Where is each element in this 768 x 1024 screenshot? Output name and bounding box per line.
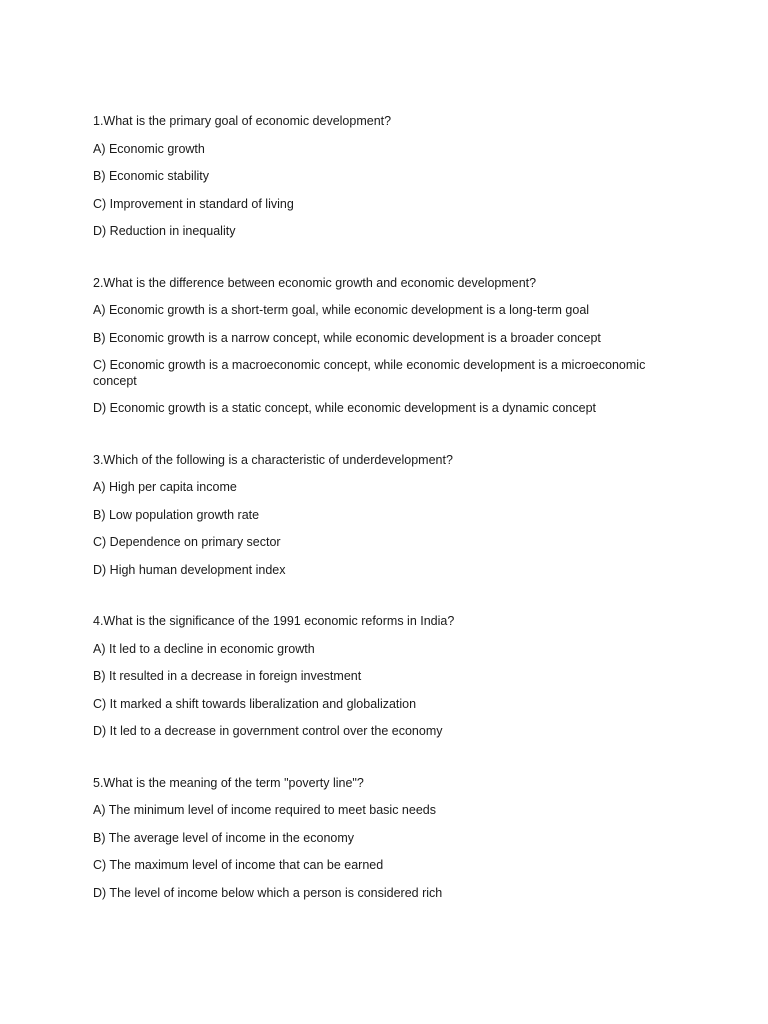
option-d: D) High human development index [93, 562, 286, 577]
option-b: B) Economic stability [93, 169, 210, 183]
question-text: 2.What is the difference between economic growth and economic development? [93, 275, 537, 290]
option-a: A) Economic growth is a short-term goal, while economic development is a long-term goal [93, 303, 590, 317]
option-b: B) The average level of income in the economy [93, 830, 355, 845]
option-a: A) Economic growth [93, 141, 205, 156]
question-block-2 [93, 276, 683, 417]
option-c: C) It marked a shift towards liberalization and globalization [93, 696, 417, 711]
question-text: 1.What is the primary goal of economic development? [93, 114, 392, 128]
option-d: D) The level of income below which a person is considered rich [93, 885, 443, 900]
option-a: A) It led to a decline in economic growth [93, 641, 315, 656]
option-c: C) Improvement in standard of living [93, 196, 294, 211]
question-list [93, 114, 683, 937]
option-a: A) The minimum level of income required to meet basic needs [93, 803, 436, 817]
question-text: 5.What is the meaning of the term "poverty line"? [93, 775, 364, 790]
question-block-1 [93, 114, 683, 240]
question-block-4 [93, 614, 683, 740]
question-text: 4.What is the significance of the 1991 economic reforms in India? [93, 614, 455, 628]
option-d: D) It led to a decrease in government control over the economy [93, 724, 443, 738]
option-d: D) Reduction in inequality [93, 224, 236, 238]
question-block-5 [93, 776, 683, 902]
option-a: A) High per capita income [93, 480, 237, 494]
option-b: B) Low population growth rate [93, 507, 260, 522]
question-block-3 [93, 453, 683, 579]
option-c: C) Economic growth is a macroeconomic concept, while economic development is a microeconomic concept [93, 358, 646, 388]
option-d: D) Economic growth is a static concept, while economic development is a dynamic concept [93, 401, 597, 415]
option-b: B) It resulted in a decrease in foreign investment [93, 669, 362, 683]
option-c: C) The maximum level of income that can be earned [93, 858, 384, 872]
option-c: C) Dependence on primary sector [93, 535, 281, 549]
option-b: B) Economic growth is a narrow concept, while economic development is a broader concept [93, 330, 601, 345]
question-text: 3.Which of the following is a characteristic of underdevelopment? [93, 452, 453, 467]
